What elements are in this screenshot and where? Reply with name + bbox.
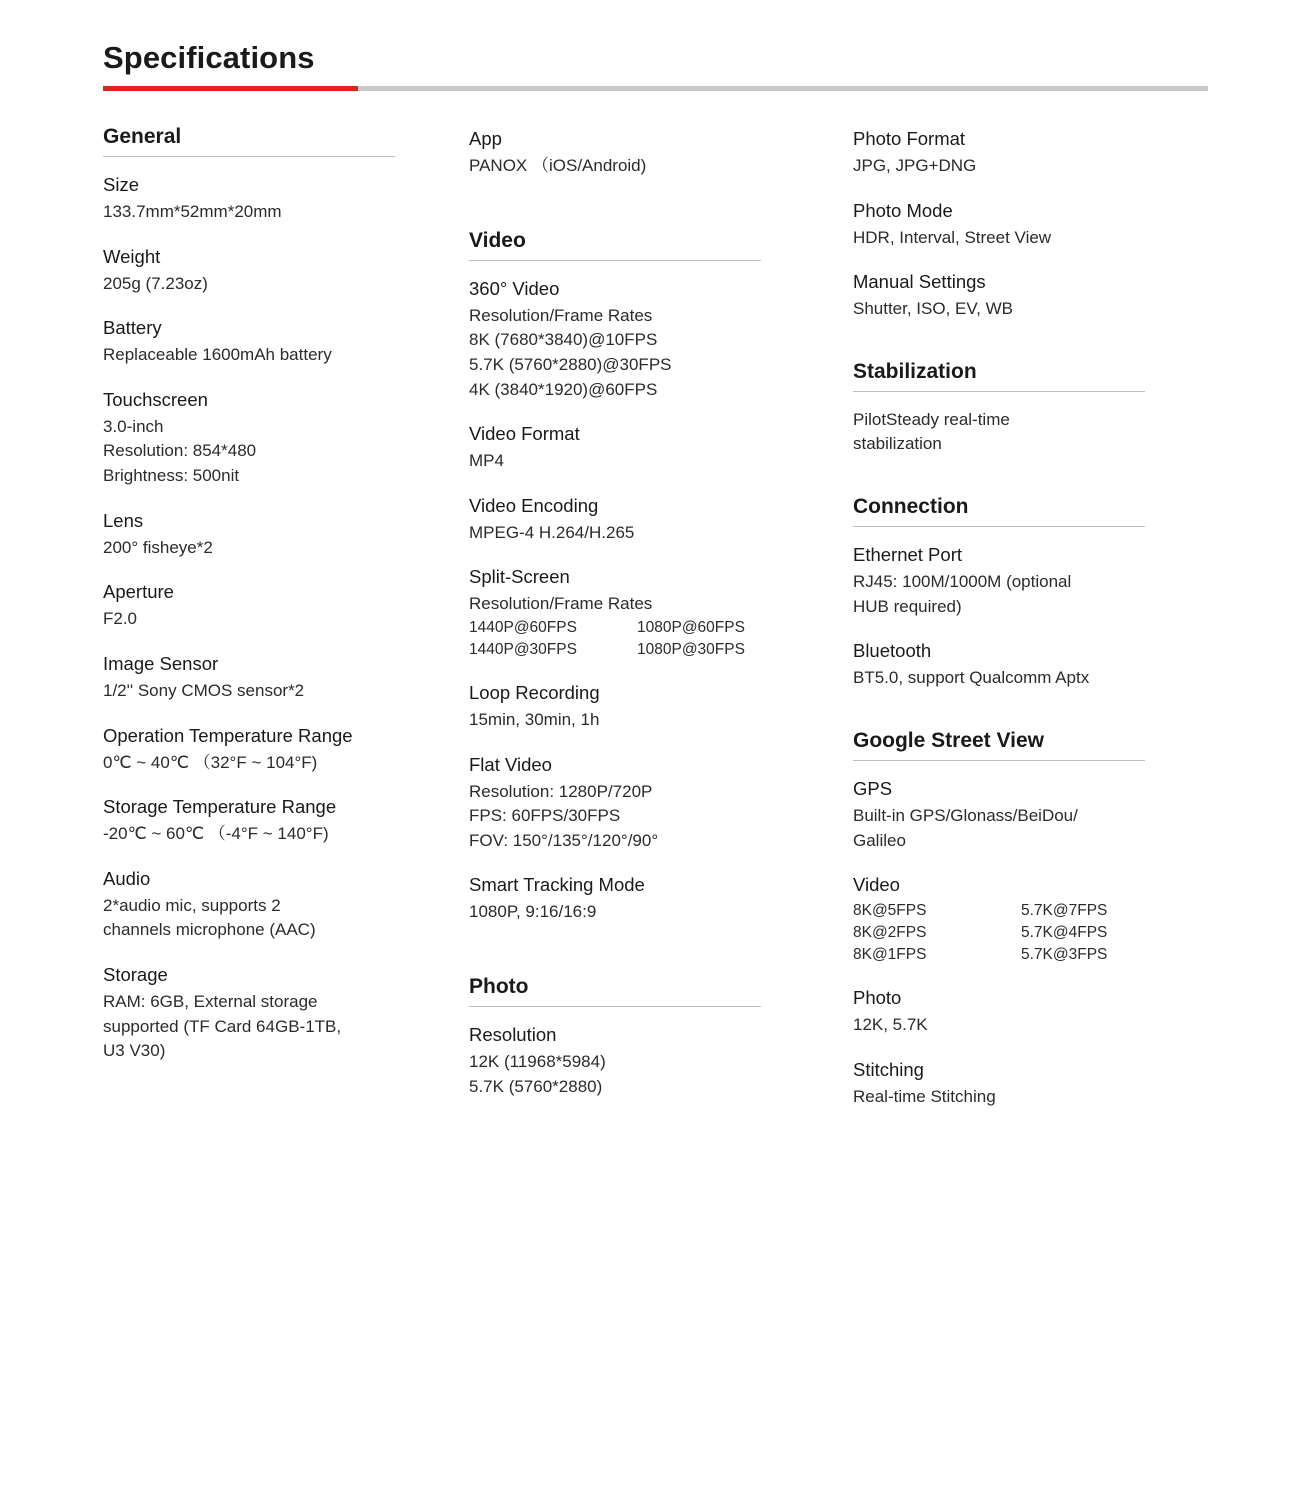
spec-item-touchscreen — [103, 388, 465, 489]
spec-value: Built-in GPS/Glonass/BeiDou/ Galileo — [852, 805, 1078, 850]
spec-value: 12K, 5.7K — [852, 1015, 928, 1035]
column-general — [95, 125, 465, 1084]
spec-label: Audio — [103, 867, 151, 889]
spec-item-photo-mode — [853, 199, 1205, 251]
section-divider — [853, 391, 1145, 392]
split-screen-mode: 1440P@60FPS — [469, 618, 577, 636]
gsv-video-modes — [853, 900, 1205, 966]
section-heading-video: Video — [469, 228, 526, 252]
section-heading-google-street-view: Google Street View — [852, 728, 1044, 752]
spec-value: F2.0 — [103, 609, 138, 629]
spec-label: Aperture — [103, 581, 174, 603]
spec-item-image-sensor — [103, 652, 465, 704]
spec-item-video-format — [469, 422, 835, 474]
spec-label: Video — [852, 874, 900, 896]
spec-label: Photo Mode — [852, 199, 953, 221]
section-divider — [853, 760, 1145, 761]
spec-label: Touchscreen — [103, 388, 208, 410]
section-divider — [469, 260, 761, 261]
spec-value: Resolution: 1280P/720P FPS: 60FPS/30FPS FOV: 150°/135°/120°/90° — [469, 781, 659, 850]
spec-value: 133.7mm*52mm*20mm — [103, 201, 282, 221]
spec-item-split-screen — [469, 565, 835, 661]
spec-value: 2*audio mic, supports 2 channels microphone (AAC) — [103, 895, 316, 940]
spec-value: RAM: 6GB, External storage supported (TF Card 64GB-1TB, U3 V30) — [103, 991, 342, 1061]
spec-value: 1080P, 9:16/16:9 — [469, 902, 597, 922]
section-divider — [469, 1006, 761, 1007]
spec-value: PANOX （iOS/Android) — [469, 155, 647, 175]
split-screen-modes — [469, 617, 835, 661]
spec-label: Video Format — [469, 423, 580, 445]
spec-label: Photo Format — [852, 128, 966, 149]
section-heading-photo: Photo — [469, 975, 529, 999]
section-divider — [103, 156, 395, 157]
column-photo-connection — [835, 125, 1205, 1129]
spec-item-weight — [103, 245, 465, 297]
gsv-video-mode: 8K@1FPS — [852, 946, 927, 964]
section-heading-general: General — [103, 125, 182, 148]
spec-label: Storage Temperature Range — [103, 796, 337, 818]
spec-item-storage-temperature-range — [103, 795, 465, 847]
spec-item-battery — [103, 316, 465, 368]
spec-label: Ethernet Port — [852, 544, 962, 566]
gsv-video-mode: 8K@2FPS — [852, 924, 927, 942]
gsv-video-mode: 5.7K@3FPS — [1020, 946, 1108, 964]
specs-columns — [95, 125, 1205, 1129]
spec-item-app — [469, 127, 835, 179]
spec-label: App — [469, 128, 502, 149]
spec-value: MPEG-4 H.264/H.265 — [469, 522, 635, 542]
spec-item-gsv-photo — [853, 986, 1205, 1038]
spec-item-bluetooth — [853, 639, 1205, 691]
spec-item-360-video — [469, 277, 835, 403]
spec-value: 1/2'' Sony CMOS sensor*2 — [103, 680, 305, 700]
spec-item-size — [103, 173, 465, 225]
spec-label: Video Encoding — [469, 494, 599, 516]
spec-label: Stitching — [852, 1058, 924, 1080]
spec-item-ethernet-port — [853, 543, 1205, 619]
spec-label: GPS — [852, 777, 893, 799]
spec-value: HDR, Interval, Street View — [852, 227, 1052, 247]
spec-label: Weight — [103, 245, 161, 267]
spec-item-lens — [103, 509, 465, 561]
spec-value-sub: Resolution/Frame Rates — [469, 594, 653, 614]
spec-item-gsv-video — [853, 873, 1205, 966]
spec-value: -20℃ ~ 60℃ （-4°F ~ 140°F) — [103, 824, 329, 844]
split-screen-mode: 1440P@30FPS — [469, 640, 577, 658]
spec-value: 200° fisheye*2 — [103, 537, 213, 557]
spec-label: Bluetooth — [852, 640, 932, 662]
spec-label: Loop Recording — [469, 681, 600, 703]
spec-item-operation-temperature-range — [103, 724, 465, 776]
spec-item-storage — [103, 963, 465, 1064]
column-video-photo — [465, 125, 835, 1119]
spec-value: 15min, 30min, 1h — [469, 709, 600, 729]
spec-label: Lens — [103, 509, 144, 531]
gsv-video-mode: 5.7K@7FPS — [1020, 902, 1108, 920]
spec-value: Replaceable 1600mAh battery — [103, 345, 332, 365]
spec-item-smart-tracking-mode — [469, 873, 835, 925]
spec-label: Battery — [103, 317, 162, 339]
title-underline — [103, 86, 1208, 91]
spec-value: 3.0-inch Resolution: 854*480 Brightness: 500nit — [103, 416, 257, 486]
spec-value: Shutter, ISO, EV, WB — [852, 299, 1013, 319]
spec-item-aperture — [103, 580, 465, 632]
spec-label: Manual Settings — [852, 271, 986, 293]
spec-value: PilotSteady real-time stabilization — [852, 409, 1010, 454]
spec-label: Size — [103, 174, 139, 195]
spec-label: Photo — [852, 987, 902, 1009]
gsv-video-mode: 5.7K@4FPS — [1020, 924, 1108, 942]
spec-value: MP4 — [469, 451, 504, 471]
page-title: Specifications — [103, 40, 315, 75]
spec-label: Storage — [103, 964, 168, 986]
spec-value: JPG, JPG+DNG — [852, 155, 977, 175]
spec-item-audio — [103, 867, 465, 943]
spec-value: Real-time Stitching — [852, 1086, 996, 1106]
split-screen-mode: 1080P@30FPS — [637, 640, 745, 658]
spec-value: 205g (7.23oz) — [103, 273, 208, 293]
spec-item-photo-resolution — [469, 1023, 835, 1099]
spec-value: BT5.0, support Qualcomm Aptx — [852, 668, 1090, 688]
spec-item-loop-recording — [469, 681, 835, 733]
spec-label: Resolution — [469, 1024, 557, 1046]
spec-label: Split-Screen — [469, 566, 570, 588]
split-screen-mode: 1080P@60FPS — [637, 618, 745, 636]
spec-item-stabilization — [853, 408, 1205, 457]
section-heading-stabilization: Stabilization — [852, 359, 977, 383]
gsv-video-mode: 8K@5FPS — [852, 902, 927, 920]
spec-label: Smart Tracking Mode — [469, 874, 645, 896]
spec-label: Flat Video — [469, 753, 552, 775]
spec-item-video-encoding — [469, 494, 835, 546]
spec-item-flat-video — [469, 753, 835, 854]
spec-item-manual-settings — [853, 270, 1205, 322]
section-heading-connection: Connection — [852, 495, 969, 519]
spec-item-gps — [853, 777, 1205, 853]
spec-label: 360° Video — [469, 277, 560, 299]
spec-value: RJ45: 100M/1000M (optional HUB required) — [852, 572, 1072, 616]
spec-item-photo-format — [853, 127, 1205, 179]
spec-value: Resolution/Frame Rates 8K (7680*3840)@10FPS 5.7K (5760*2880)@30FPS 4K (3840*1920)@60FPS — [469, 305, 672, 399]
spec-item-stitching — [853, 1058, 1205, 1110]
spec-value: 12K (11968*5984) 5.7K (5760*2880) — [469, 1052, 606, 1096]
spec-value: 0℃ ~ 40℃ （32°F ~ 104°F) — [103, 752, 318, 772]
section-divider — [853, 526, 1145, 527]
spec-label: Image Sensor — [103, 652, 219, 674]
spec-label: Operation Temperature Range — [103, 724, 353, 746]
